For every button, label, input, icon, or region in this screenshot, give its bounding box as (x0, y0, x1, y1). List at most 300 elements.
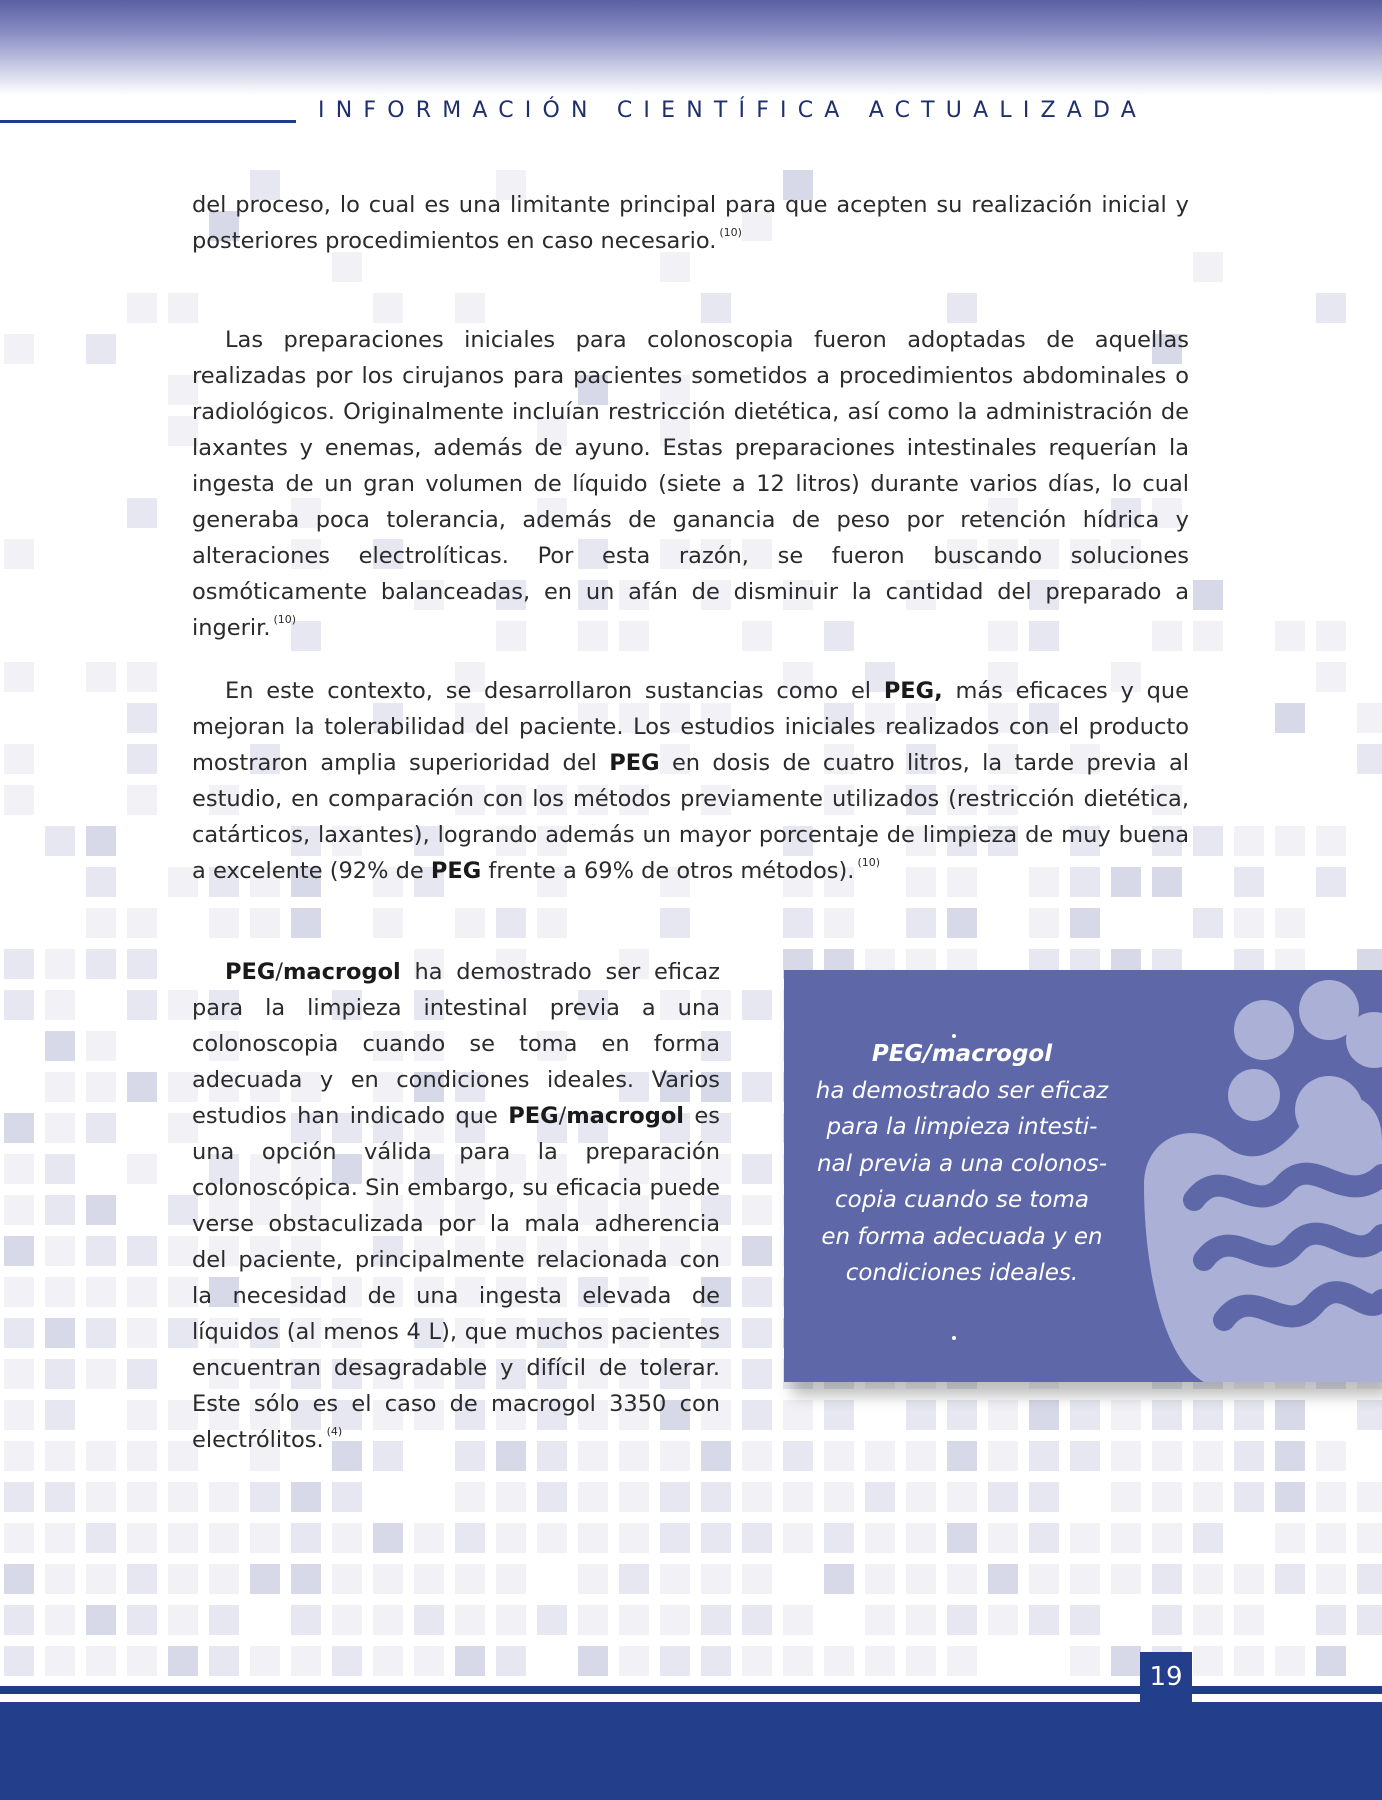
pattern-square (4, 990, 34, 1020)
pattern-square (332, 1605, 362, 1635)
pattern-square (209, 908, 239, 938)
pattern-square (496, 1482, 526, 1512)
pattern-square (414, 1605, 444, 1635)
pattern-square (742, 1400, 772, 1430)
pattern-square (619, 1523, 649, 1553)
pattern-square (127, 293, 157, 323)
pattern-square (1275, 1400, 1305, 1430)
pattern-square (906, 1523, 936, 1553)
pattern-square (1152, 1441, 1182, 1471)
footer-band (0, 1702, 1382, 1800)
pattern-square (4, 1154, 34, 1184)
pattern-square (86, 1564, 116, 1594)
pattern-square (1275, 621, 1305, 651)
pattern-square (988, 1441, 1018, 1471)
pattern-square (45, 1195, 75, 1225)
pattern-square (1316, 662, 1346, 692)
header-gradient-band (0, 0, 1382, 95)
macrogol-term: macrogol (566, 1103, 685, 1129)
pattern-square (824, 1441, 854, 1471)
pattern-square (660, 908, 690, 938)
pattern-square (127, 1277, 157, 1307)
pattern-square (45, 1400, 75, 1430)
pattern-square (1234, 908, 1264, 938)
pattern-square (4, 1482, 34, 1512)
pattern-square (127, 1523, 157, 1553)
pattern-square (783, 1400, 813, 1430)
pattern-square (250, 1564, 280, 1594)
pattern-square (1193, 621, 1223, 651)
pattern-square (127, 1359, 157, 1389)
pattern-square (4, 785, 34, 815)
pattern-square (414, 1646, 444, 1676)
pattern-square (291, 1564, 321, 1594)
pattern-square (947, 1400, 977, 1430)
pattern-square (455, 1564, 485, 1594)
pull-quote-line: nal previa a una colonos- (816, 1150, 1108, 1177)
pattern-square (496, 908, 526, 938)
pattern-square (988, 1400, 1018, 1430)
pattern-square (86, 1646, 116, 1676)
pattern-square (4, 1195, 34, 1225)
slash: / (275, 959, 283, 985)
pattern-square (906, 1441, 936, 1471)
pattern-square (906, 1400, 936, 1430)
pattern-square (1357, 1564, 1382, 1594)
pull-quote-line: condiciones ideales. (845, 1260, 1079, 1286)
pattern-square (4, 662, 34, 692)
pattern-square (86, 1441, 116, 1471)
pattern-square (988, 1482, 1018, 1512)
pattern-square (291, 1605, 321, 1635)
pattern-square (86, 1277, 116, 1307)
pull-quote-line: ha demostrado ser eficaz (815, 1077, 1109, 1104)
pattern-square (1316, 826, 1346, 856)
pattern-square (783, 908, 813, 938)
pattern-square (4, 1277, 34, 1307)
pattern-square (496, 1605, 526, 1635)
pattern-square (86, 949, 116, 979)
paragraph-4 (192, 954, 720, 1458)
pattern-square (168, 1646, 198, 1676)
pattern-square (660, 1646, 690, 1676)
header-rule (0, 120, 296, 123)
pattern-square (701, 1523, 731, 1553)
paragraph-4-text: ha demostrado ser eficaz para la limpieza intestinal previa a una colonoscopia cuando se toma en forma adecuada y en condiciones ideales. Varios estudios han indicado que (192, 959, 720, 1129)
pattern-square (1029, 1441, 1059, 1471)
pattern-square (1275, 703, 1305, 733)
pattern-square (701, 1605, 731, 1635)
pattern-square (906, 1564, 936, 1594)
pattern-square (824, 1523, 854, 1553)
pattern-square (742, 1359, 772, 1389)
reference-marker: (10) (273, 613, 297, 626)
pattern-square (1193, 580, 1223, 610)
pattern-square (127, 1646, 157, 1676)
pattern-square (660, 1605, 690, 1635)
pattern-square (373, 1564, 403, 1594)
pattern-square (1193, 826, 1223, 856)
pattern-square (947, 908, 977, 938)
pattern-square (1070, 1605, 1100, 1635)
pattern-square (455, 1646, 485, 1676)
pattern-square (742, 990, 772, 1020)
pattern-square (742, 1318, 772, 1348)
pattern-square (4, 1441, 34, 1471)
pattern-square (824, 1564, 854, 1594)
pattern-square (1111, 1482, 1141, 1512)
paragraph-2 (192, 322, 1189, 646)
pattern-square (1316, 1441, 1346, 1471)
pattern-square (86, 1031, 116, 1061)
pattern-square (783, 1646, 813, 1676)
pattern-square (1193, 1564, 1223, 1594)
pattern-square (1234, 1605, 1264, 1635)
pattern-square (783, 1523, 813, 1553)
pattern-square (1193, 1482, 1223, 1512)
pattern-square (1070, 908, 1100, 938)
pattern-square (947, 293, 977, 323)
paragraph-3-text: frente a 69% de otros métodos). (481, 858, 855, 884)
pattern-square (742, 1605, 772, 1635)
pattern-square (947, 1605, 977, 1635)
pattern-square (127, 744, 157, 774)
pattern-square (373, 1523, 403, 1553)
pattern-square (1193, 1646, 1223, 1676)
pattern-square (45, 1154, 75, 1184)
pattern-square (783, 1441, 813, 1471)
pattern-square (947, 1441, 977, 1471)
paragraph-3-text: En este contexto, se desarrollaron sustancias como el (225, 678, 884, 704)
pattern-square (332, 1482, 362, 1512)
pattern-square (947, 1523, 977, 1553)
pattern-square (947, 1482, 977, 1512)
peg-term: PEG (225, 959, 276, 985)
pattern-square (332, 1646, 362, 1676)
pattern-square (1316, 1564, 1346, 1594)
paragraph-3-text: en dosis de cuatro litros, la tarde previa al estudio, en comparación con los métodos previamente utilizados (restricción dietética, catárticos, laxantes), logrando además un mayor porcentaje de limpieza de muy buena a excelente (92% de (192, 750, 1189, 884)
pattern-square (742, 1277, 772, 1307)
pattern-square (127, 1441, 157, 1471)
pattern-square (1316, 1523, 1346, 1553)
pattern-square (4, 744, 34, 774)
pattern-square (86, 1482, 116, 1512)
pattern-square (455, 293, 485, 323)
pattern-square (4, 1564, 34, 1594)
pattern-square (127, 785, 157, 815)
pattern-square (209, 1605, 239, 1635)
pattern-square (291, 908, 321, 938)
pattern-square (1234, 1400, 1264, 1430)
pattern-square (701, 1482, 731, 1512)
pattern-square (1152, 1400, 1182, 1430)
pull-quote-line: para la limpieza intesti- (826, 1114, 1098, 1140)
pattern-square (45, 1441, 75, 1471)
pattern-square (4, 539, 34, 569)
pattern-square (4, 1646, 34, 1676)
pattern-square (45, 990, 75, 1020)
pattern-square (250, 908, 280, 938)
pattern-square (1070, 1646, 1100, 1676)
pattern-square (988, 1605, 1018, 1635)
pattern-square (660, 1523, 690, 1553)
paragraph-1 (192, 187, 1189, 259)
pattern-square (701, 293, 731, 323)
pattern-square (578, 1523, 608, 1553)
pattern-square (742, 1441, 772, 1471)
pattern-square (1193, 1523, 1223, 1553)
pattern-square (45, 1359, 75, 1389)
pattern-square (1234, 826, 1264, 856)
pattern-square (86, 1236, 116, 1266)
pattern-square (127, 949, 157, 979)
pattern-square (660, 1564, 690, 1594)
pattern-square (127, 498, 157, 528)
pattern-square (168, 1523, 198, 1553)
pattern-square (1152, 1482, 1182, 1512)
pattern-square (1275, 1646, 1305, 1676)
pull-quote-title: PEG/macrogol (871, 1041, 1053, 1067)
pattern-square (1234, 1482, 1264, 1512)
pattern-square (1029, 908, 1059, 938)
pattern-square (783, 1482, 813, 1512)
pattern-square (86, 867, 116, 897)
peg-term: PEG (508, 1103, 559, 1129)
pattern-square (373, 908, 403, 938)
section-header-title: INFORMACIÓN CIENTÍFICA ACTUALIZADA (318, 98, 1148, 123)
pattern-square (865, 1605, 895, 1635)
pattern-square (127, 1482, 157, 1512)
pattern-square (209, 1482, 239, 1512)
pattern-square (1152, 1605, 1182, 1635)
pattern-square (4, 949, 34, 979)
pattern-square (45, 826, 75, 856)
pattern-square (373, 1646, 403, 1676)
pattern-square (988, 1564, 1018, 1594)
pattern-square (742, 1236, 772, 1266)
pattern-square (168, 1564, 198, 1594)
pattern-square (1111, 1400, 1141, 1430)
slash: / (558, 1103, 567, 1129)
pattern-square (865, 1564, 895, 1594)
paragraph-4-text: es una opción válida para la preparación colonoscópica. Sin embargo, su eficacia puede verse obstaculizada por la mala adherencia del paciente, principalmente relacionada con la necesidad de una ingesta elevada de líquidos (al menos 4 L), que muchos pacientes encuentran desagradable y difícil de tolerar. Este sólo es el caso de macrogol 3350 con electrólitos. (192, 1103, 720, 1453)
pattern-square (1193, 1400, 1223, 1430)
pattern-square (1029, 1523, 1059, 1553)
pattern-square (537, 1482, 567, 1512)
pattern-square (742, 1523, 772, 1553)
pattern-square (619, 1564, 649, 1594)
pattern-square (742, 1072, 772, 1102)
pattern-square (1357, 1400, 1382, 1430)
pattern-square (742, 1646, 772, 1676)
pattern-square (4, 1400, 34, 1430)
pattern-square (4, 1113, 34, 1143)
pattern-square (86, 1359, 116, 1389)
pattern-square (127, 990, 157, 1020)
pattern-square (1152, 1564, 1182, 1594)
pattern-square (1275, 826, 1305, 856)
pattern-square (1234, 1564, 1264, 1594)
pattern-square (578, 1482, 608, 1512)
pull-quote-line: en forma adecuada y en (821, 1223, 1103, 1250)
pattern-square (1234, 867, 1264, 897)
pull-quote-box (784, 970, 1382, 1382)
pattern-square (1070, 1400, 1100, 1430)
pattern-square (1111, 1646, 1141, 1676)
pattern-square (127, 908, 157, 938)
pattern-square (1111, 1523, 1141, 1553)
pattern-square (1275, 1523, 1305, 1553)
pattern-square (1357, 1605, 1382, 1635)
bullet-dot (952, 1336, 956, 1340)
pattern-square (86, 334, 116, 364)
pattern-square (865, 1482, 895, 1512)
paragraph-2-text: Las preparaciones iniciales para colonoscopia fueron adoptadas de aquellas realizadas por los cirujanos para pacientes sometidos a procedimientos abdominales o radiológicos. Originalmente incluían restricción dietética, así como la administración de laxantes y enemas, además de ayuno. Estas preparaciones intestinales requerían la ingesta de un gran volumen de líquido (siete a 12 litros) durante varios días, lo cual generaba poca tolerancia, además de ganancia de peso por retención hídrica y alteraciones electrolíticas. Por esta razón, se fueron buscando soluciones osmóticamente balanceadas, en un afán de disminuir la cantidad del preparado a ingerir. (192, 327, 1189, 641)
pattern-square (1357, 1523, 1382, 1553)
pattern-square (1111, 1441, 1141, 1471)
pattern-square (496, 1564, 526, 1594)
pattern-square (701, 1564, 731, 1594)
pattern-square (332, 1523, 362, 1553)
pattern-square (168, 1482, 198, 1512)
page-number: 19 (1140, 1652, 1192, 1702)
pattern-square (824, 908, 854, 938)
pattern-square (209, 1523, 239, 1553)
pattern-square (209, 1646, 239, 1676)
pattern-square (168, 1605, 198, 1635)
pattern-square (865, 1523, 895, 1553)
pattern-square (1357, 744, 1382, 774)
pattern-square (45, 1605, 75, 1635)
pattern-square (1316, 1482, 1346, 1512)
pattern-square (578, 1605, 608, 1635)
pattern-square (824, 1482, 854, 1512)
pattern-square (86, 1318, 116, 1348)
pattern-square (1193, 1441, 1223, 1471)
pattern-square (291, 1482, 321, 1512)
pattern-square (496, 1646, 526, 1676)
pattern-square (127, 662, 157, 692)
pattern-square (1275, 1441, 1305, 1471)
pattern-square (1029, 1564, 1059, 1594)
pattern-square (373, 293, 403, 323)
pattern-square (291, 1646, 321, 1676)
pattern-square (1070, 1523, 1100, 1553)
pattern-square (414, 1523, 444, 1553)
pattern-square (455, 1605, 485, 1635)
pattern-square (824, 1400, 854, 1430)
pattern-square (1029, 1482, 1059, 1512)
pattern-square (1357, 703, 1382, 733)
pattern-square (45, 1646, 75, 1676)
pattern-square (455, 908, 485, 938)
pattern-square (865, 1441, 895, 1471)
pattern-square (86, 826, 116, 856)
pattern-square (127, 1564, 157, 1594)
pattern-square (1234, 1646, 1264, 1676)
pattern-square (1193, 908, 1223, 938)
pattern-square (578, 1646, 608, 1676)
pattern-square (45, 1236, 75, 1266)
paragraph-1-text: del proceso, lo cual es una limitante principal para que acepten su realización inicial y posteriores procedimientos en caso necesario. (192, 192, 1189, 254)
pattern-square (742, 1564, 772, 1594)
pattern-square (414, 1564, 444, 1594)
pattern-square (537, 1605, 567, 1635)
pattern-square (45, 949, 75, 979)
peg-term: PEG, (883, 678, 943, 704)
reference-marker: (10) (857, 856, 881, 869)
pattern-square (906, 908, 936, 938)
pattern-square (619, 1646, 649, 1676)
paragraph-3-text: más eficaces y que mejoran la tolerabilidad del paciente. Los estudios iniciales realizados con el producto mostraron amplia superioridad del (192, 678, 1189, 776)
pattern-square (86, 1605, 116, 1635)
pattern-square (1316, 1605, 1346, 1635)
pattern-square (127, 703, 157, 733)
pattern-square (250, 1523, 280, 1553)
pattern-square (701, 1646, 731, 1676)
pattern-square (86, 662, 116, 692)
pattern-square (1152, 1523, 1182, 1553)
pattern-square (619, 1605, 649, 1635)
pattern-square (742, 1154, 772, 1184)
pattern-square (660, 1482, 690, 1512)
reference-marker: (4) (326, 1425, 343, 1438)
pattern-square (455, 1523, 485, 1553)
pattern-square (209, 1564, 239, 1594)
pattern-square (1316, 293, 1346, 323)
pattern-square (373, 1605, 403, 1635)
pattern-square (1275, 1482, 1305, 1512)
pattern-square (45, 1113, 75, 1143)
pattern-square (1234, 1441, 1264, 1471)
pattern-square (1111, 1564, 1141, 1594)
pattern-square (906, 1482, 936, 1512)
pattern-square (4, 1605, 34, 1635)
pattern-square (127, 1154, 157, 1184)
pattern-square (1275, 908, 1305, 938)
pattern-square (537, 908, 567, 938)
pattern-square (496, 1523, 526, 1553)
pattern-square (1029, 1400, 1059, 1430)
pattern-square (1316, 867, 1346, 897)
pattern-square (86, 1523, 116, 1553)
pattern-square (86, 908, 116, 938)
pattern-square (86, 1113, 116, 1143)
pattern-square (250, 1646, 280, 1676)
pattern-square (742, 1195, 772, 1225)
pattern-square (783, 1605, 813, 1635)
pattern-square (45, 1482, 75, 1512)
pattern-square (127, 1400, 157, 1430)
reference-marker: (10) (719, 226, 742, 239)
pattern-square (1316, 621, 1346, 651)
peg-term: PEG (609, 750, 660, 776)
pattern-square (168, 293, 198, 323)
pattern-square (4, 334, 34, 364)
pattern-square (1029, 1605, 1059, 1635)
pattern-square (86, 1195, 116, 1225)
pattern-square (4, 1523, 34, 1553)
pattern-square (947, 1646, 977, 1676)
pattern-square (45, 1277, 75, 1307)
pattern-square (127, 1318, 157, 1348)
pattern-square (906, 1605, 936, 1635)
pattern-square (4, 1236, 34, 1266)
pattern-square (1193, 1605, 1223, 1635)
pattern-square (4, 1318, 34, 1348)
pattern-square (1070, 1441, 1100, 1471)
pattern-square (537, 1523, 567, 1553)
